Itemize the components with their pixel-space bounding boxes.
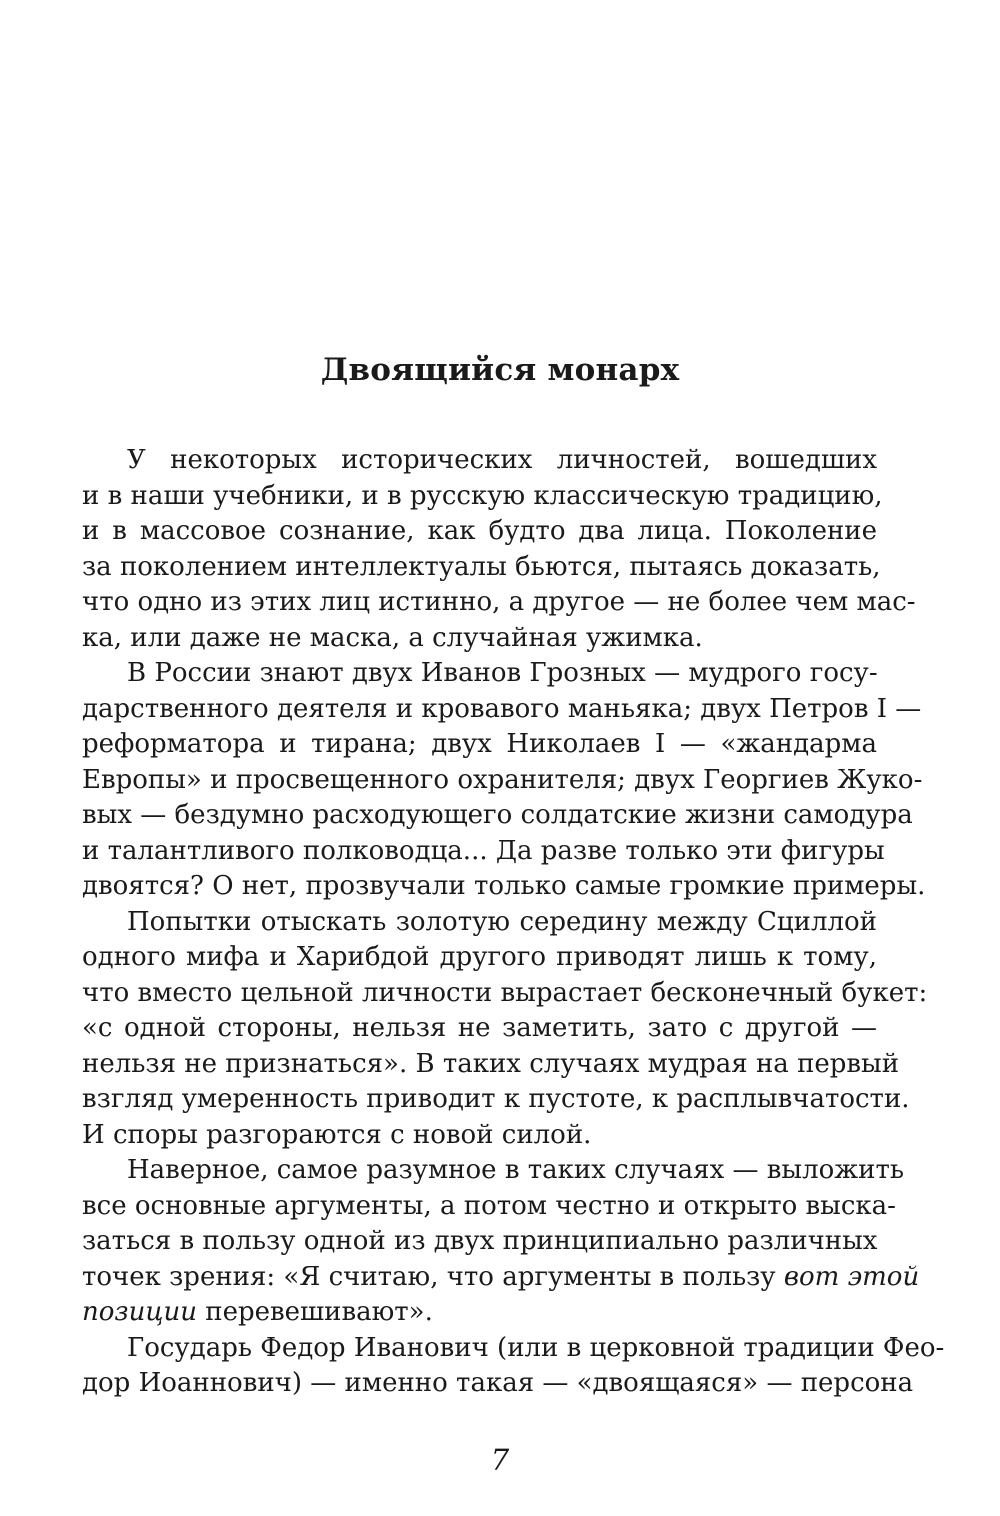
text-line: заться в пользу одной из двух принципиально различных bbox=[82, 1226, 878, 1256]
text-line: позиции перевешивают». bbox=[82, 1297, 433, 1327]
text-line: У некоторых исторических личностей, вошедших bbox=[127, 445, 877, 475]
text-line: и в наши учебники, и в русскую классическую традицию, bbox=[82, 480, 883, 511]
text-line: вых — бездумно расходующего солдатские жизни самодура bbox=[82, 800, 913, 830]
text-line: дор Иоаннович) — именно такая — «двоящаяся» — персона bbox=[82, 1368, 914, 1398]
text-line: одного мифа и Харибдой другого приводят лишь к тому, bbox=[82, 942, 877, 972]
text-line: Государь Федор Иванович (или в церковной традиции Фео- bbox=[127, 1332, 945, 1363]
text-line: нельзя не признаться». В таких случаях мудрая на первый bbox=[82, 1048, 900, 1079]
text-line: Попытки отыскать золотую середину между Сциллой bbox=[127, 906, 877, 937]
text-line: дарственного деятеля и кровавого маньяка; двух Петров I — bbox=[82, 693, 922, 724]
text-line: все основные аргументы, а потом честно и открыто выска- bbox=[82, 1190, 896, 1221]
italic-phrase: вот этой bbox=[783, 1261, 920, 1292]
text-line: ка, или даже не маска, а случайная ужимка. bbox=[82, 622, 703, 653]
italic-phrase: позиции bbox=[82, 1297, 197, 1327]
text-line: что вместо цельной личности вырастает бесконечный букет: bbox=[82, 977, 928, 1008]
text-line: что одно из этих лиц истинно, а другое — не более чем мас- bbox=[82, 587, 916, 617]
text-line: и в массовое сознание, как будто два лица. Поколение bbox=[82, 516, 877, 546]
text-line: взгляд умеренность приводит к пустоте, к расплывчатости. bbox=[82, 1084, 910, 1114]
text-line: точек зрения: «Я считаю, что аргументы в пользу вот этой bbox=[82, 1261, 920, 1292]
text-line: «с одной стороны, нельзя не заметить, зато с другой — bbox=[82, 1013, 877, 1043]
body-text bbox=[82, 443, 945, 1402]
text-line: реформатора и тирана; двух Николаев I — «жандарма bbox=[82, 729, 877, 759]
text-line: В России знают двух Иванов Грозных — мудрого госу- bbox=[127, 658, 878, 688]
chapter-title: Двоящийся монарх bbox=[320, 352, 680, 388]
text-line: и талантливого полководца... Да разве только эти фигуры bbox=[82, 835, 885, 866]
page-number: 7 bbox=[490, 1443, 510, 1477]
text-line: Наверное, самое разумное в таких случаях — выложить bbox=[127, 1155, 905, 1185]
text-line: И споры разгораются с новой силой. bbox=[82, 1119, 592, 1150]
text-line: за поколением интеллектуалы бьются, пытаясь доказать, bbox=[82, 551, 881, 582]
text-line: двоятся? О нет, прозвучали только самые громкие примеры. bbox=[82, 871, 926, 901]
text-line: Европы» и просвещенного охранителя; двух Георгиев Жуко- bbox=[82, 764, 923, 795]
